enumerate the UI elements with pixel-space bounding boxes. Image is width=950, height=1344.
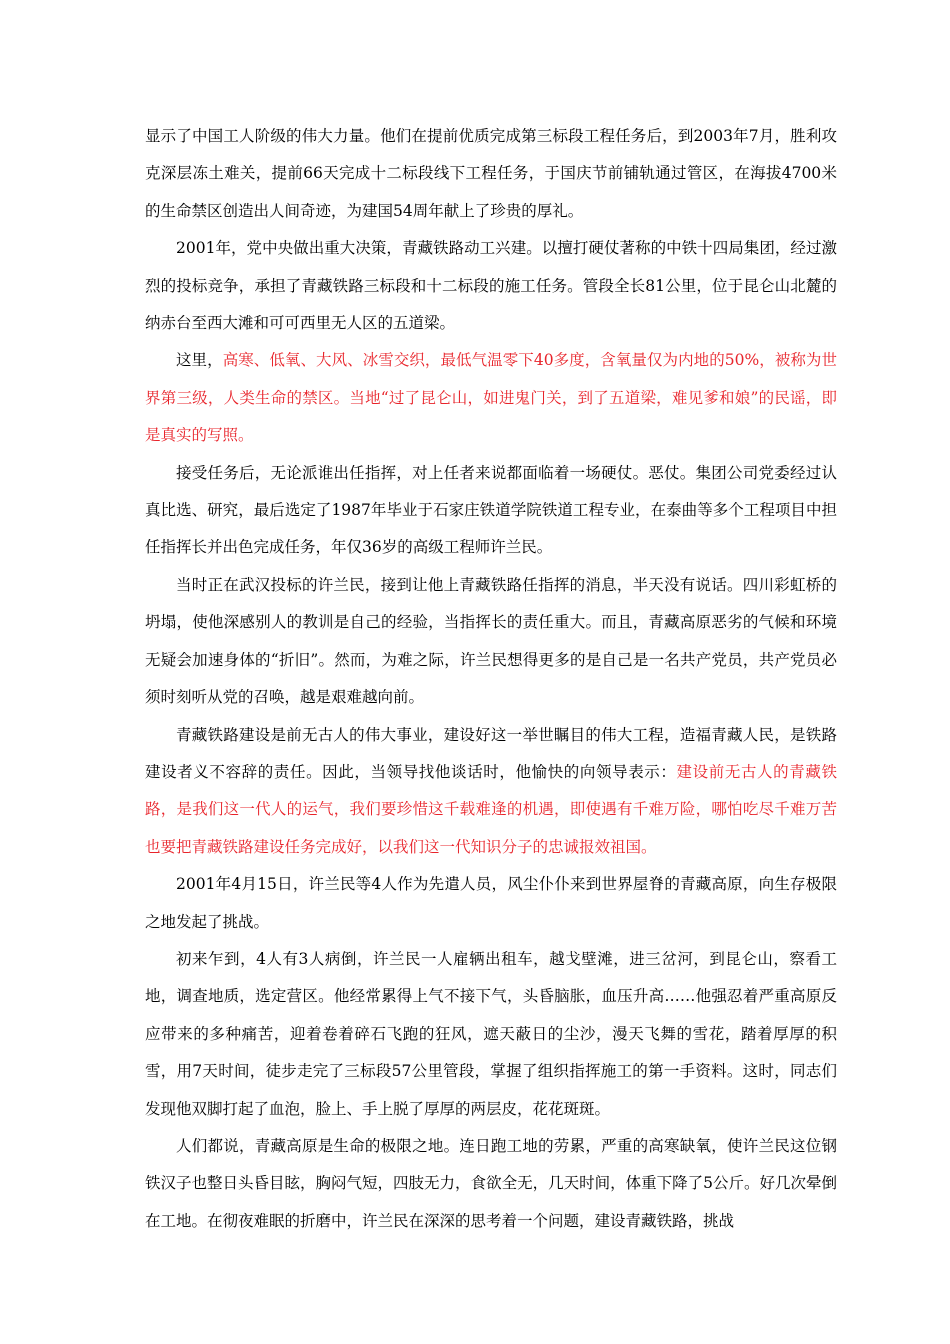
paragraph-8 bbox=[145, 941, 837, 1128]
paragraph-3-highlight: 高寒、低氧、大风、冰雪交织，最低气温零下40多度，含氧量仅为内地的50%，被称为世界第三级，人类生命的禁区。当地“过了昆仑山，如进鬼门关，到了五道梁，难见爹和娘”的民谣，即是真实的写照。 bbox=[145, 351, 837, 445]
paragraph-3-text: 这里， bbox=[176, 351, 223, 370]
paragraph-6 bbox=[145, 717, 837, 867]
paragraph-2 bbox=[145, 230, 837, 342]
paragraph-6-text: 青藏铁路建设是前无古人的伟大事业，建设好这一举世瞩目的伟大工程，造福青藏人民，是铁路建设者义不容辞的责任。因此，当领导找他谈话时，他愉快的向领导表示： bbox=[145, 725, 837, 781]
paragraph-2-text: 2001年，党中央做出重大决策，青藏铁路动工兴建。以擅打硬仗著称的中铁十四局集团，经过激烈的投标竞争，承担了青藏铁路三标段和十二标段的施工任务。管段全长81公里，位于昆仑山北麓的纳赤台至西大滩和可可西里无人区的五道梁。 bbox=[145, 239, 837, 333]
paragraph-7-text: 2001年4月15日，许兰民等4人作为先遣人员，风尘仆仆来到世界屋脊的青藏高原，向生存极限之地发起了挑战。 bbox=[145, 875, 837, 931]
paragraph-9-text: 人们都说，青藏高原是生命的极限之地。连日跑工地的劳累，严重的高寒缺氧，使许兰民这位钢铁汉子也整日头昏目眩，胸闷气短，四肢无力，食欲全无，几天时间，体重下降了5公斤。好几次晕倒在工地。在彻夜难眠的折磨中，许兰民在深深的思考着一个问题，建设青藏铁路，挑战 bbox=[145, 1136, 837, 1230]
paragraph-1-text: 显示了中国工人阶级的伟大力量。他们在提前优质完成第三标段工程任务后，到2003年7月，胜利攻克深层冻土难关，提前66天完成十二标段线下工程任务，于国庆节前铺轨通过管区，在海拔4700米的生命禁区创造出人间奇迹，为建国54周年献上了珍贵的厚礼。 bbox=[145, 127, 837, 220]
paragraph-3 bbox=[145, 342, 837, 454]
paragraph-9 bbox=[145, 1128, 837, 1240]
paragraph-1 bbox=[145, 118, 837, 230]
paragraph-8-text: 初来乍到，4人有3人病倒，许兰民一人雇辆出租车，越戈壁滩，进三岔河，到昆仑山，察看工地，调查地质，选定营区。他经常累得上气不接下气，头昏脑胀，血压升高……他强忍着严重高原反应带来的多种痛苦，迎着卷着碎石飞跑的狂风，遮天蔽日的尘沙，漫天飞舞的雪花，踏着厚厚的积雪，用7天时间，徒步走完了三标段57公里管段，掌握了组织指挥施工的第一手资料。这时，同志们发现他双脚打起了血泡，脸上、手上脱了厚厚的两层皮，花花斑斑。 bbox=[145, 949, 837, 1118]
paragraph-6-highlight: 建设前无古人的青藏铁路，是我们这一代人的运气，我们要珍惜这千载难逢的机遇，即使遇有千难万险，哪怕吃尽千难万苦也要把青藏铁路建设任务完成好，以我们这一代知识分子的忠诚报效祖国。 bbox=[145, 762, 837, 856]
paragraph-4-text: 接受任务后，无论派谁出任指挥，对上任者来说都面临着一场硬仗。恶仗。集团公司党委经过认真比选、研究，最后选定了1987年毕业于石家庄铁道学院铁道工程专业，在泰曲等多个工程项目中担任指挥长并出色完成任务，年仅36岁的高级工程师许兰民。 bbox=[145, 463, 837, 557]
paragraph-5-text: 当时正在武汉投标的许兰民，接到让他上青藏铁路任指挥的消息，半天没有说话。四川彩虹桥的坍塌，使他深感别人的教训是自己的经验，当指挥长的责任重大。而且，青藏高原恶劣的气候和环境无疑会加速身体的“折旧”。然而，为难之际，许兰民想得更多的是自己是一名共产党员，共产党员必须时刻听从党的召唤，越是艰难越向前。 bbox=[145, 575, 837, 707]
paragraph-5 bbox=[145, 567, 837, 717]
document-page bbox=[145, 118, 837, 1240]
paragraph-7 bbox=[145, 866, 837, 941]
paragraph-4 bbox=[145, 455, 837, 567]
